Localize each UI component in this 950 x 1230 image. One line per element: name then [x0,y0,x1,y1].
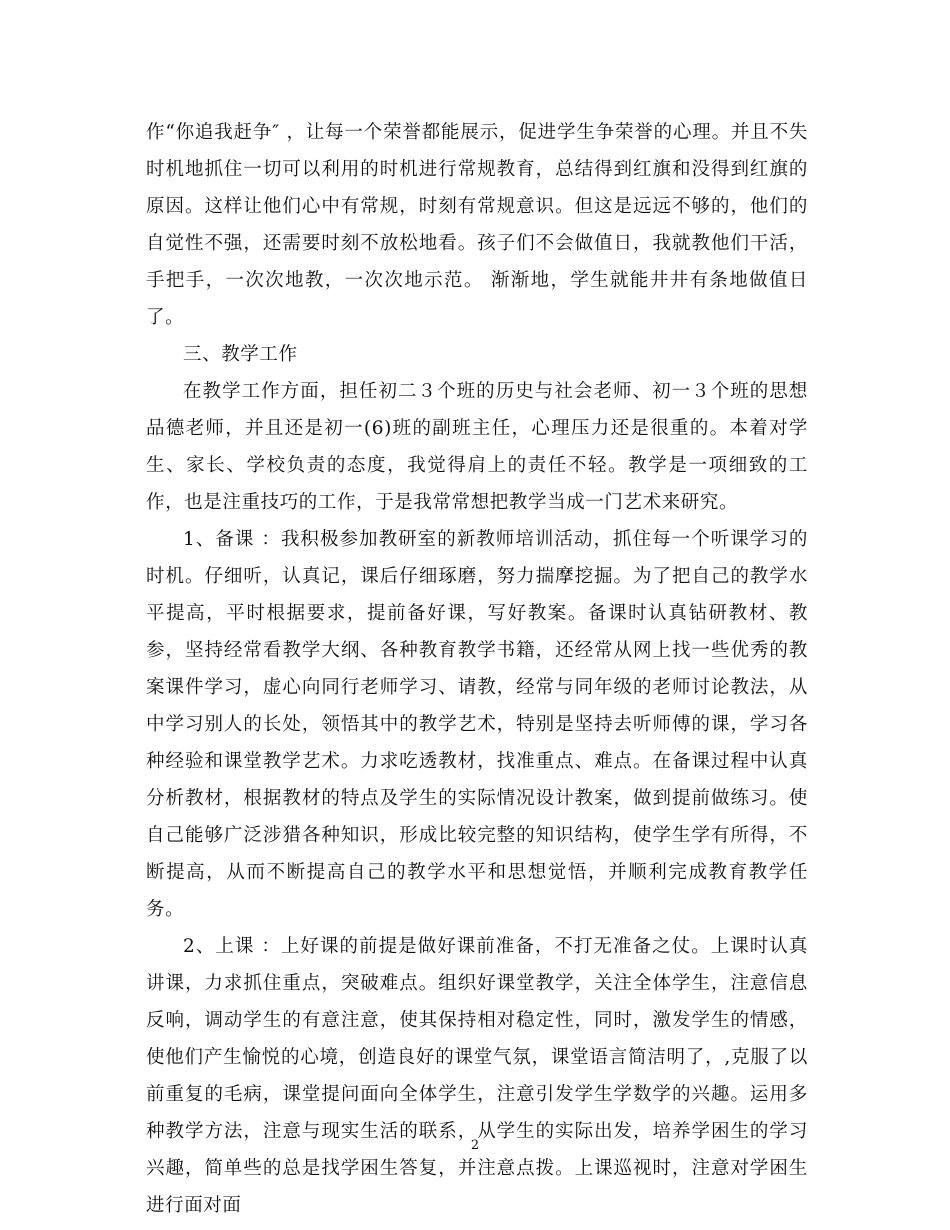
paragraph-teaching-overview: 在教学工作方面，担任初二３个班的历史与社会老师、初一３个班的思想品德老师，并且还是初一(6)班的副班主任，心理压力还是很重的。本着对学生、家长、学校负责的态度，我觉得肩上的责任不轻。教学是一项细致的工作，也是注重技巧的工作，于是我常常想把教学当成一门艺术来研究。 [146,381,808,513]
paragraph-lesson-preparation: 1、备课 ：我积极参加教研室的新教师培训活动，抓住每一个听课学习的时机。仔细听，认真记，课后仔细琢磨，努力揣摩挖掘。为了把自己的教学水平提高，平时根据要求，提前备好课，写好教案。备课时认真钻研教材、教参，坚持经常看教学大纲、各种教育教学书籍，还经常从网上找一些优秀的教案课件学习，虚心向同行老师学习、请教，经常与同年级的老师讨论教法，从中学习别人的长处，领悟其中的教学艺术，特别是坚持去听师傅的课，学习各种经验和课堂教学艺术。力求吃透教材，找准重点、难点。在备课过程中认真分析教材，根据教材的特点及学生的实际情况设计教案，做到提前做练习。使自己能够广泛涉猎各种知识，形成比较完整的知识结构，使学生学有所得，不断提高，从而不断提高自己的教学水平和思想觉悟，并顺利完成教育教学任务。 [146,529,808,920]
page-number: 2 [470,1138,480,1153]
section-heading-teaching-work: 三、教学工作 [183,344,298,365]
paragraph-routine-education: 作“你追我赶争″ ，让每一个荣誉都能展示，促进学生争荣誉的心理。并且不失时机地抓住一切可以利用的时机进行常规教育，总结得到红旗和没得到红旗的原因。这样让他们心中有常规，时刻有常规意识。但这是远远不够的，他们的自觉性不强，还需要时刻不放松地看。孩子们不会做值日，我就教他们干活，手把手，一次次地教，一次次地示范。 渐渐地，学生就能井井有条地做值日了。 [146,122,808,328]
paragraph-classroom-teaching: 2、上课 ：上好课的前提是做好课前准备，不打无准备之仗。上课时认真讲课，力求抓住重点，突破难点。组织好课堂教学，关注全体学生，注意信息反响，调动学生的有意注意，使其保持相对稳定性，同时，激发学生的情感，使他们产生愉悦的心境，创造良好的课堂气氛，课堂语言简洁明了，,克服了以前重复的毛病，课堂提问面向全体学生，注意引发学生学数学的兴趣。运用多种教学方法，注意与现实生活的联系，从学生的实际出发，培养学困生的学习兴趣，简单些的总是找学困生答复，并注意点拨。上课巡视时，注意对学困生进行面对面 [146,936,808,1216]
document-body [146,114,808,1224]
